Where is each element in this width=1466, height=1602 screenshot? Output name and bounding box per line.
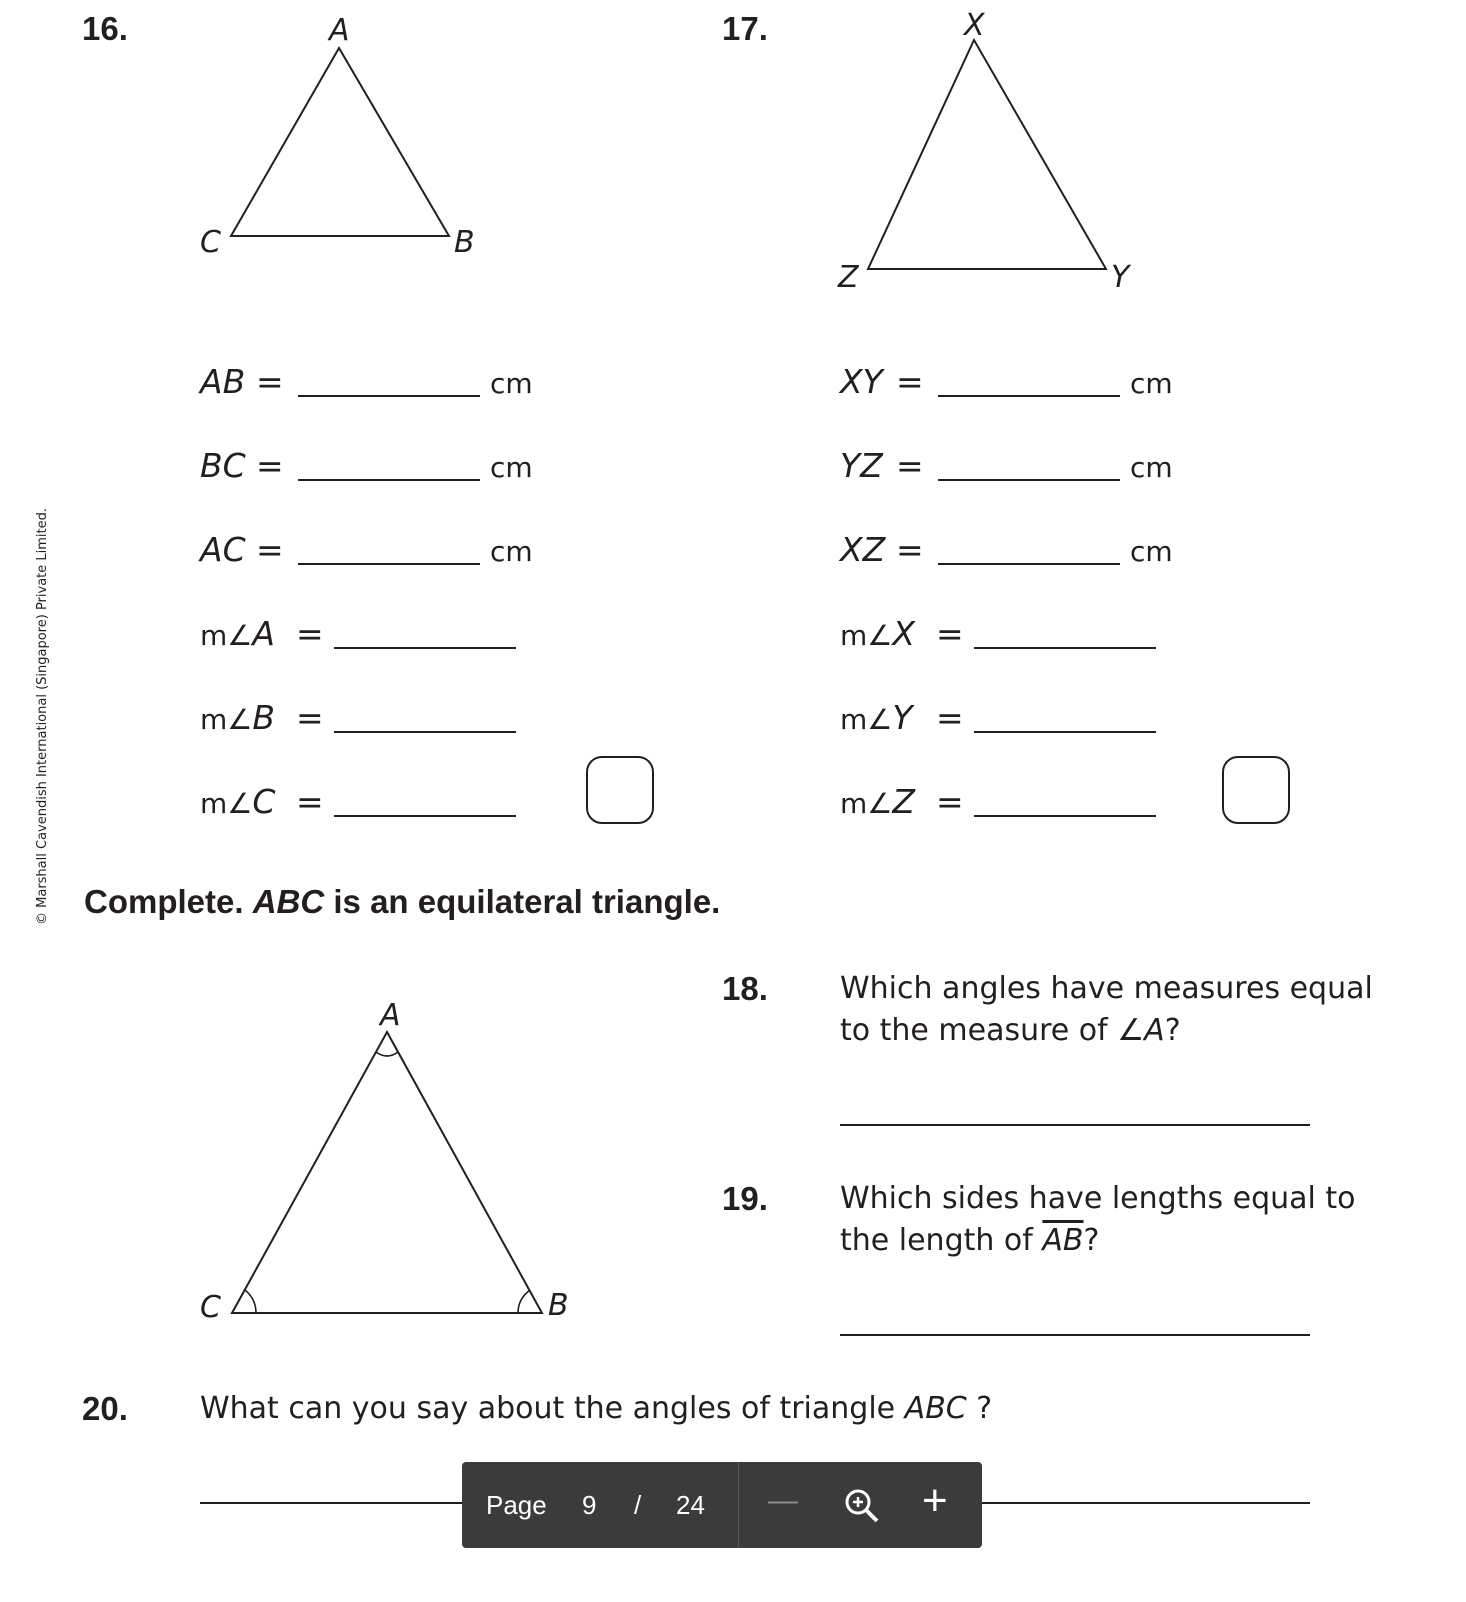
vertex-label-x: X <box>964 8 985 43</box>
q17-row-unit: cm <box>1130 451 1173 484</box>
q17-row-answer-blank[interactable] <box>974 731 1156 733</box>
q17-row-equals: = <box>896 362 924 401</box>
q17-row-equals: = <box>936 698 964 737</box>
vertex-label-b: B <box>548 1288 569 1323</box>
q16-row-label: m∠A <box>200 614 275 653</box>
q16-row-answer-blank[interactable] <box>334 815 516 817</box>
q17-row-answer-blank[interactable] <box>974 647 1156 649</box>
q16-checkbox[interactable] <box>586 756 654 824</box>
toolbar-divider <box>738 1462 739 1548</box>
q16-row-answer-blank[interactable] <box>334 647 516 649</box>
q16-row-label: AC <box>200 530 246 569</box>
question-17-number: 17. <box>722 10 768 47</box>
zoom-icon[interactable] <box>842 1486 882 1526</box>
triangle-abc-equilateral <box>190 995 590 1335</box>
q17-checkbox[interactable] <box>1222 756 1290 824</box>
vertex-label-y: Y <box>1111 260 1130 295</box>
question-19-line1: Which sides have lengths equal to <box>840 1181 1356 1216</box>
q17-row-equals: = <box>896 446 924 485</box>
vertex-label-b: B <box>454 225 475 260</box>
q17-row-answer-blank[interactable] <box>938 395 1120 397</box>
q17-row-unit: cm <box>1130 535 1173 568</box>
question-16-number: 16. <box>82 10 128 47</box>
question-18-text <box>840 968 1373 1052</box>
vertex-label-a: A <box>329 13 350 48</box>
question-18-answer-line[interactable] <box>840 1124 1310 1126</box>
q17-row-answer-blank[interactable] <box>974 815 1156 817</box>
heading-triangle-name: ABC <box>252 883 325 920</box>
zoom-out-button[interactable]: — <box>768 1484 798 1517</box>
q16-row-unit: cm <box>490 451 533 484</box>
q16-row-label: BC <box>200 446 246 485</box>
triangle-abc-16 <box>190 10 490 270</box>
question-18-line2: to the measure of ∠A? <box>840 1013 1181 1048</box>
question-20-number: 20. <box>82 1390 128 1427</box>
q17-row-equals: = <box>936 782 964 821</box>
q16-row <box>200 446 560 486</box>
question-20-text: What can you say about the angles of triangle ABC ? <box>200 1391 993 1426</box>
q16-row-answer-blank[interactable] <box>334 731 516 733</box>
triangle-xyz-17 <box>830 5 1150 300</box>
q17-row <box>840 698 1200 738</box>
question-19-number: 19. <box>722 1180 768 1217</box>
current-page-input[interactable]: 9 <box>582 1490 597 1520</box>
zoom-in-button[interactable]: + <box>922 1476 948 1525</box>
q16-row-label: m∠C <box>200 782 276 821</box>
q16-row <box>200 530 560 570</box>
question-19-text <box>840 1178 1356 1262</box>
q17-row-answer-blank[interactable] <box>938 563 1120 565</box>
q16-row-answer-blank[interactable] <box>298 479 480 481</box>
heading-rest: is an equilateral triangle. <box>333 883 721 920</box>
q16-row-label: AB <box>200 362 246 401</box>
q17-row-unit: cm <box>1130 367 1173 400</box>
q17-row <box>840 362 1200 402</box>
heading-lead: Complete. <box>84 883 244 920</box>
q16-row <box>200 362 560 402</box>
q16-row <box>200 782 560 822</box>
q16-row-answer-blank[interactable] <box>298 563 480 565</box>
question-19-answer-line[interactable] <box>840 1334 1310 1336</box>
page-label: Page <box>486 1490 547 1520</box>
q17-row <box>840 530 1200 570</box>
q16-row-label: m∠B <box>200 698 276 737</box>
q17-row-equals: = <box>936 614 964 653</box>
vertex-label-a: A <box>380 998 401 1033</box>
q16-row-equals: = <box>256 446 284 485</box>
total-pages: 24 <box>676 1490 705 1520</box>
q17-row-label: XZ <box>840 530 886 569</box>
q17-row-answer-blank[interactable] <box>938 479 1120 481</box>
vertex-label-c: C <box>200 225 221 260</box>
q16-row <box>200 614 560 654</box>
pdf-toolbar <box>462 1462 982 1548</box>
q17-row-label: YZ <box>840 446 883 485</box>
q17-row <box>840 446 1200 486</box>
q16-row-equals: = <box>296 782 324 821</box>
q16-row-answer-blank[interactable] <box>298 395 480 397</box>
copyright-notice: © Marshall Cavendish International (Singapore) Private Limited. <box>35 507 50 925</box>
question-19-line2: the length of $\overline{AB}$? <box>840 1223 1100 1258</box>
q16-row-unit: cm <box>490 535 533 568</box>
q16-row-equals: = <box>256 362 284 401</box>
q16-row-equals: = <box>256 530 284 569</box>
vertex-label-c: C <box>200 1290 221 1325</box>
q16-row-equals: = <box>296 614 324 653</box>
vertex-label-z: Z <box>838 260 859 295</box>
q17-row <box>840 782 1200 822</box>
q17-row-label: m∠X <box>840 614 915 653</box>
q17-row <box>840 614 1200 654</box>
page-separator: / <box>634 1490 642 1520</box>
q17-row-label: m∠Z <box>840 782 915 821</box>
question-18-line1: Which angles have measures equal <box>840 971 1373 1006</box>
question-18-number: 18. <box>722 970 768 1007</box>
q17-row-equals: = <box>896 530 924 569</box>
q17-row-label: XY <box>840 362 883 401</box>
q16-row-unit: cm <box>490 367 533 400</box>
q16-row-equals: = <box>296 698 324 737</box>
section-heading <box>84 883 720 921</box>
q16-row <box>200 698 560 738</box>
q17-row-label: m∠Y <box>840 698 913 737</box>
